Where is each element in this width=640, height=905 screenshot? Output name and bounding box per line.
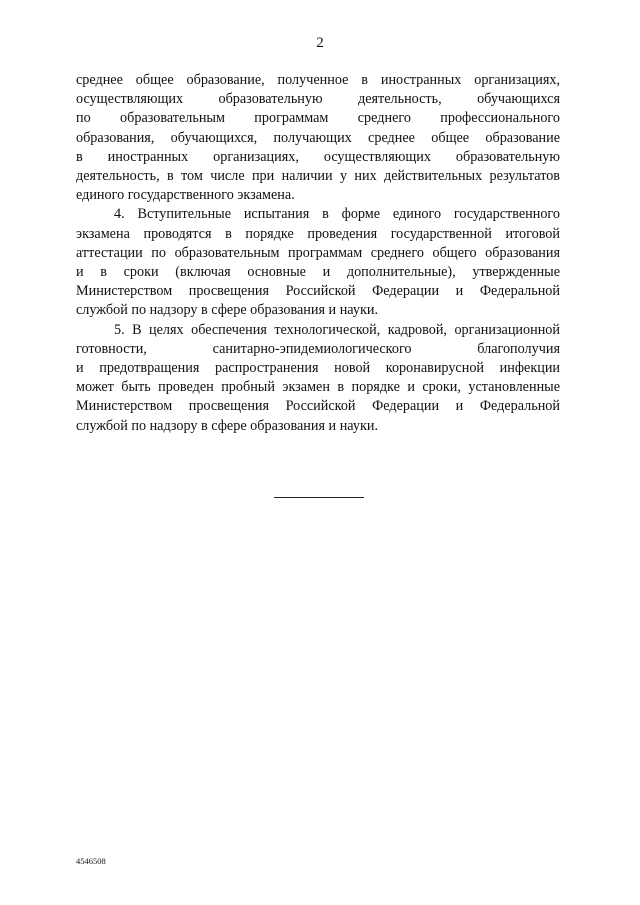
text-line: экзамена проводятся в порядке проведения государственной итоговой xyxy=(76,225,560,242)
text-line: по образовательным программам среднего профессионального xyxy=(76,110,560,127)
text-line: в иностранных организациях, осуществляющих образовательную xyxy=(76,148,560,165)
text-line: и предотвращения распространения новой коронавирусной инфекции xyxy=(76,360,560,377)
end-separator-line xyxy=(274,497,364,498)
paragraph-item-5 xyxy=(76,321,560,436)
text-line: службой по надзору в сфере образования и науки. xyxy=(76,417,378,434)
text-line: среднее общее образование, полученное в иностранных организациях, xyxy=(76,72,560,88)
text-line: 5. В целях обеспечения технологической, кадровой, организационной xyxy=(114,321,560,338)
text-line: Министерством просвещения Российской Федерации и Федеральной xyxy=(76,283,560,300)
text-line: единого государственного экзамена. xyxy=(76,187,295,204)
paragraph-continuation xyxy=(76,71,560,205)
text-line: может быть проведен пробный экзамен в порядке и сроки, установленные xyxy=(76,379,560,396)
text-line: службой по надзору в сфере образования и науки. xyxy=(76,302,378,319)
text-line: 4. Вступительные испытания в форме единого государственного xyxy=(114,206,560,223)
text-line: готовности, санитарно-эпидемиологического благополучия xyxy=(76,340,560,357)
document-id: 4546508 xyxy=(76,856,106,866)
page-number: 2 xyxy=(316,35,324,51)
document-body xyxy=(76,71,560,436)
text-line: аттестации по образовательным программам среднего общего образования xyxy=(76,244,560,261)
text-line: Министерством просвещения Российской Федерации и Федеральной xyxy=(76,398,560,415)
paragraph-item-4 xyxy=(76,205,560,320)
text-line: и в сроки (включая основные и дополнительные), утвержденные xyxy=(76,264,560,281)
text-line: деятельность, в том числе при наличии у них действительных результатов xyxy=(76,168,560,185)
text-line: осуществляющих образовательную деятельность, обучающихся xyxy=(76,91,560,108)
text-line: образования, обучающихся, получающих среднее общее образование xyxy=(76,129,560,146)
